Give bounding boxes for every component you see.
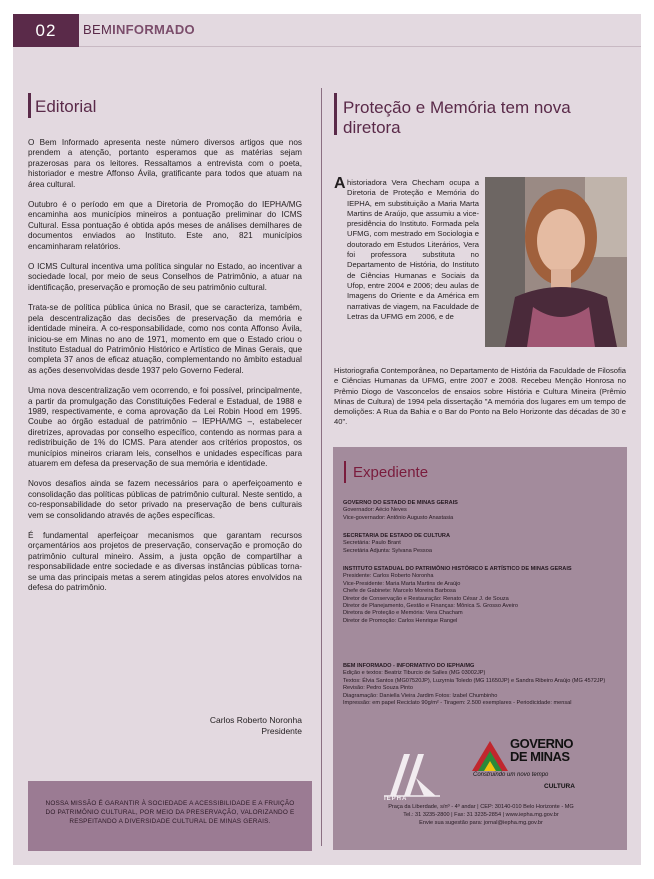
editorial-paragraph: O ICMS Cultural incentiva uma política singular no Estado, ao incentivar a sociedade local, por meio de seus Conselhos de Patrimônio, a atuar na identificação, preservação e promoção de seu patrimônio cultural. <box>28 262 302 292</box>
governo-minas-line-1: GOVERNO <box>510 736 573 751</box>
expediente-line: Vice-Presidente: Maria Marta Martins de Araújo <box>343 580 461 587</box>
signature <box>40 715 302 737</box>
article-dropcap: A <box>334 175 346 192</box>
governo-minas-cultura: CULTURA <box>544 783 575 790</box>
signature-name: Carlos Roberto Noronha <box>209 715 302 725</box>
expediente-line: Impressão: em papel Reciclato 90g/m² - Tiragem: 2.500 exemplares - Periodicidade: mensal <box>343 700 572 707</box>
expediente-line: Diretor de Planejamento, Gestão e Finanças: Mônica S. Grosso Aveiro <box>343 603 518 610</box>
footer-email: Envie sua sugestão para: jornal@iepha.mg.gov.br <box>419 820 543 826</box>
editorial-title: Editorial <box>35 97 97 116</box>
expediente-line: Secretária Adjunta: Sylvana Pessoa <box>343 547 432 554</box>
expediente-block-bem-informado <box>343 660 619 707</box>
expediente-line: Presidente: Carlos Roberto Noronha <box>343 573 434 580</box>
mission-statement: NOSSA MISSÃO É GARANTIR À SOCIEDADE A ACESSIBILIDADE E A FRUIÇÃO DO PATRIMÔNIO CULTURAL, POR MEIO DA PRESERVAÇÃO, VALORIZANDO E RESPEITANDO A DIVERSIDADE CULTURAL DE MINAS GERAIS. <box>28 781 312 851</box>
column-divider <box>321 88 322 846</box>
expediente-block-secretary <box>343 530 619 555</box>
editorial-body <box>28 138 302 603</box>
expediente-line: Edição e textos: Beatriz Tiburcio de Salles (MG 03002JP) <box>343 670 486 677</box>
expediente-heading: SECRETARIA DE ESTADO DE CULTURA <box>343 533 451 539</box>
expediente-line: Diagramação: Daniella Vieira Jardim Fotos: Izabel Chumbinho <box>343 692 498 699</box>
expediente-footer <box>343 803 619 827</box>
expediente-line: Diretora de Proteção e Memória: Vera Chacham <box>343 610 463 617</box>
title-part-2: INFORMADO <box>112 22 195 37</box>
expediente-line: Secretária: Paulo Brant <box>343 540 401 547</box>
expediente-line: Chefe de Gabinete: Marcelo Moreira Barbosa <box>343 588 456 595</box>
portrait-image <box>485 177 627 347</box>
editorial-paragraph: Outubro é o período em que a Diretoria de Promoção do IEPHA/MG encaminha aos municípios mineiros a pontuação preliminar do ICMS Cultural. Essa pontuação é obtida após meses de análises demilhares de documentos enviados ao Instituto. Este ano, 821 municípios encaminharam relatórios. <box>28 200 302 251</box>
expediente-line: Textos: Élvia Santos (MG07520JP), Luzyrnia Toledo (MG 11650JP) e Sandra Ribeiro Araújo (MG 4572JP) Revisão: Pedro Souza Pinto <box>343 677 606 692</box>
expediente-title-bar <box>344 461 346 483</box>
editorial-paragraph: O Bem Informado apresenta neste número diversos artigos que nos prendem a atenção, portanto esperamos que as matérias sejam prazerosas para os leitores. Ressaltamos a entrevista com o poeta, historiador e mestre Affonso Ávila, gratificante para todos que atuam na área cultural. <box>28 138 302 189</box>
footer-address: Praça da Liberdade, s/nº - 4º andar | CEP: 30140-010 Belo Horizonte - MG <box>388 804 574 810</box>
expediente-block-institute <box>343 563 619 625</box>
editorial-paragraph: Novos desafios ainda se fazem necessários para o aperfeiçoamento e consolidação das políticas públicas de patrimônio cultural. Neste sentido, a co-responsabilidade do setor privado na preservação de bens culturais vem se consolidando através de ações específicas. <box>28 479 302 520</box>
portrait-photo <box>485 177 627 347</box>
article-title: Proteção e Memória tem nova diretora <box>343 98 571 137</box>
expediente-line: Governador: Aécio Neves <box>343 507 407 514</box>
header-rule <box>79 46 641 47</box>
expediente-line: Vice-governador: Antônio Augusto Anastasia <box>343 514 454 521</box>
expediente-line: Diretor de Conservação e Restauração: Renato César J. de Souza <box>343 595 509 602</box>
article-text-beside-photo: historiadora Vera Checham ocupa a Diretoria de Proteção e Memória do IEPHA, em substituição a Maria Marta Martins de Araújo, que assumiu a vice-presidência do Instituto. Formada pela UFMG, com mestrado em Sociologia e doutorado em Estudos Literários, Vera foi professora substituta no Departamento de História, do Instituto de Ciências Humanas e Sociais da Ufop, entre 2004 e 2006; deu aulas de Imagens do Oriente e da América em narrativas de viagem, na Faculdade de Letras da UFMG em 2006, e de <box>347 178 479 321</box>
governo-minas-text <box>510 737 573 763</box>
governo-minas-line-2: DE MINAS <box>510 749 570 764</box>
article-text-full-width: Historiografia Contemporânea, no Departamento de História da Faculdade de Filosofia e Ciências Humanas da UFMG, entre 2007 e 2008. Recebeu Menção Honrosa no Prêmio Diogo de Vasconcelos de ensaios sobre História e Cultura Mineira (Prêmio Minas de Cultura) de 1994 pela dissertação "A memória dos lugares em um tempo de demolições: A Rua da Bahia e o Bar do Ponto na Belo Horizonte das décadas de 30 e 40". <box>334 366 626 427</box>
expediente-heading: BEM INFORMADO - INFORMATIVO DO IEPHA/MG <box>343 663 475 669</box>
expediente-heading: INSTITUTO ESTADUAL DO PATRIMÔNIO HISTÓRICO E ARTÍSTICO DE MINAS GERAIS <box>343 566 572 572</box>
signature-role: Presidente <box>261 726 302 736</box>
expediente-heading: GOVERNO DO ESTADO DE MINAS GERAIS <box>343 500 458 506</box>
publication-title <box>83 22 195 37</box>
page-number: 02 <box>13 14 79 47</box>
editorial-paragraph: É fundamental aperfeiçoar mecanismos que garantam recursos orçamentários aos projetos de preservação, conservação e promoção do patrimônio cultural mineiro. Assim, a justa opção de compartilhar a responsabilidade entre sociedade e as diversas instâncias públicas torna-se uma das principais metas a serem atingidas pelos atores envolvidos na defesa do patrimônio. <box>28 531 302 593</box>
iepha-logo-text: IEPHA <box>384 796 408 802</box>
expediente-title: Expediente <box>353 464 429 481</box>
footer-contact: Tel.: 31 3235-2800 | Fax: 31 3235-2854 | www.iepha.mg.gov.br <box>403 812 559 818</box>
title-part-1: BEM <box>83 22 113 37</box>
article-title-bar <box>334 93 337 135</box>
expediente-line: Diretor de Promoção: Carlos Henrique Rangel <box>343 617 458 624</box>
editorial-title-bar <box>28 93 31 118</box>
editorial-paragraph: Uma nova descentralização vem ocorrendo, e foi possível, principalmente, a partir da promulgação das Constituições Federal e Estadual, de 1988 e 1989, respectivamente, e coma aprovação da Lei Robin Hood em 1995. Coube ao órgão estadual de patrimônio – IEPHA/MG –, estabelecer diretrizes, aprovadas por conselho específico, contendo as normas para a redistribuição de 1% do ICMS. Para atender aos critérios propostos, os municípios mineiros criaram leis, conselhos e unidades específicas para atuarem em defesa da preservação de sua memória e identidade. <box>28 386 302 468</box>
iepha-logo <box>380 748 444 806</box>
governo-minas-tagline: Construindo um novo tempo <box>473 772 549 778</box>
editorial-paragraph: Trata-se de política pública única no Brasil, que se caracteriza, também, pela descentralização das decisões de preservação da memória e identidade mineira. A co-responsabilidade, como nos conta Affonso Ávila, iniciou-se em Minas no ano de 1971, momento em que o Estado criou o Instituto Estadual do Patrimônio Histórico e Artístico de Minas Gerais, que completa 37 anos de eficaz atuação, complementando no âmbito estadual as ações desenvolvidas desde 1937 pelo Governo Federal. <box>28 303 302 375</box>
expediente-block-government <box>343 497 619 522</box>
